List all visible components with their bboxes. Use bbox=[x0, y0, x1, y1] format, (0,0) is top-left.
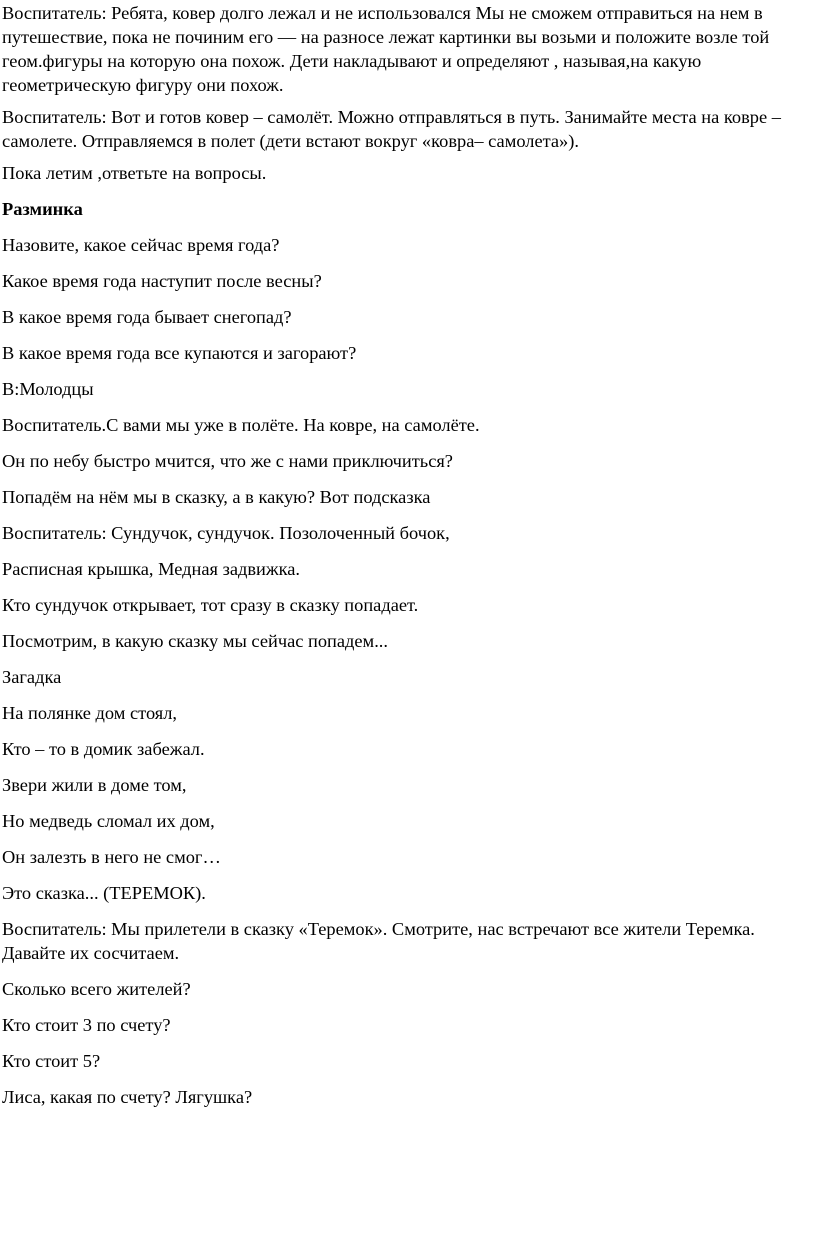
riddle-heading: Загадка bbox=[2, 667, 62, 687]
question-season-now: Назовите, какое сейчас время года? bbox=[2, 235, 280, 255]
question-snowfall: В какое время года бывает снегопад? bbox=[2, 307, 292, 327]
carpet-ready-paragraph: Воспитатель: Вот и готов ковер – самолёт. Можно отправляться в путь. Занимайте места на ковре – самолете. Отправляемся в полет (дети встают вокруг «ковра– самолета»). bbox=[2, 107, 781, 151]
chest-line-3: Кто сундучок открывает, тот сразу в сказку попадает. bbox=[2, 595, 419, 615]
flight-line-1: Воспитатель.С вами мы уже в полёте. На ковре, на самолёте. bbox=[2, 415, 480, 435]
teremok-paragraph: Воспитатель: Мы прилетели в сказку «Теремок». Смотрите, нас встречают все жители Теремка. Давайте их сосчитаем. bbox=[2, 919, 755, 963]
question-after-spring: Какое время года наступит после весны? bbox=[2, 271, 322, 291]
count-question-4: Лиса, какая по счету? Лягушка? bbox=[2, 1087, 253, 1107]
riddle-line-3: Звери жили в доме том, bbox=[2, 775, 187, 795]
count-question-2: Кто стоит 3 по счету? bbox=[2, 1015, 171, 1035]
intro-paragraph: Воспитатель: Ребята, ковер долго лежал и не использовался Мы не сможем отправиться на нем в путешествие, пока не починим его — на разносе лежат картинки вы возьми и положите возле той геом.фигуры на которую она похож. Дети накладывают и определяют , называя,на какую геометрическую фигуру они похож. bbox=[2, 3, 770, 95]
count-question-3: Кто стоит 5? bbox=[2, 1051, 101, 1071]
riddle-line-4: Но медведь сломал их дом, bbox=[2, 811, 215, 831]
count-question-1: Сколько всего жителей? bbox=[2, 979, 191, 999]
riddle-line-1: На полянке дом стоял, bbox=[2, 703, 178, 723]
riddle-line-2: Кто – то в домик забежал. bbox=[2, 739, 205, 759]
chest-line-2: Расписная крышка, Медная задвижка. bbox=[2, 559, 301, 579]
riddle-answer: Это сказка... (ТЕРЕМОК). bbox=[2, 883, 206, 903]
praise-line: В:Молодцы bbox=[2, 379, 94, 399]
chest-line-4: Посмотрим, в какую сказку мы сейчас попадем... bbox=[2, 631, 388, 651]
flight-line-3: Попадём на нём мы в сказку, а в какую? Вот подсказка bbox=[2, 487, 431, 507]
questions-intro-paragraph: Пока летим ,ответьте на вопросы. bbox=[2, 163, 267, 183]
warmup-heading: Разминка bbox=[2, 199, 83, 219]
flight-line-2: Он по небу быстро мчится, что же с нами приключиться? bbox=[2, 451, 453, 471]
question-swimming: В какое время года все купаются и загорают? bbox=[2, 343, 357, 363]
chest-line-1: Воспитатель: Сундучок, сундучок. Позолоченный бочок, bbox=[2, 523, 450, 543]
riddle-line-5: Он залезть в него не смог… bbox=[2, 847, 221, 867]
